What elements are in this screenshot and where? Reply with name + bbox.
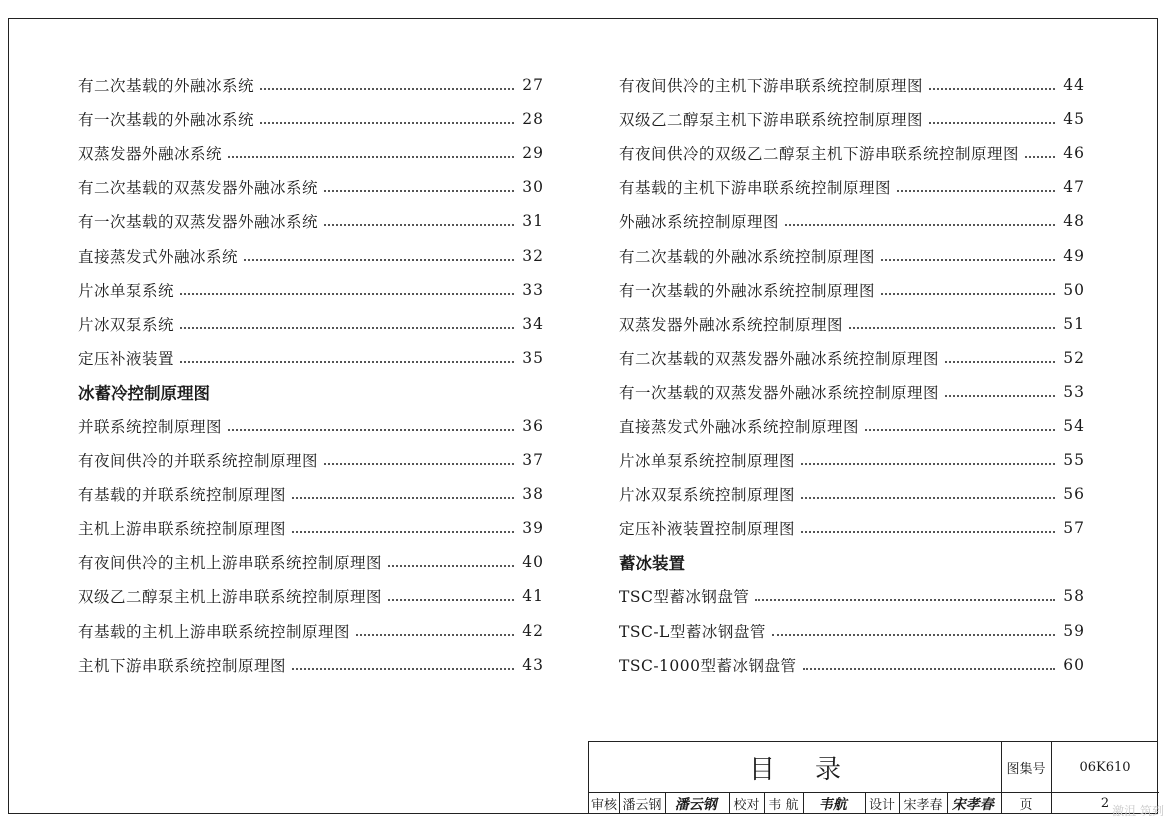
toc-entry-title: 有一次基载的外融冰系统 [78, 111, 255, 130]
toc-entry-page: 46 [1063, 144, 1085, 163]
design-name: 宋孝春 [903, 798, 943, 813]
toc-entry-title: 双级乙二醇泵主机上游串联系统控制原理图 [78, 588, 383, 607]
toc-entry-title: 双蒸发器外融冰系统 [78, 145, 223, 164]
toc-entry-page: 50 [1063, 280, 1085, 299]
toc-entry[interactable] [619, 102, 1085, 136]
toc-entry[interactable] [78, 273, 544, 307]
toc-entry[interactable] [78, 68, 544, 102]
toc-entry[interactable] [619, 579, 1085, 613]
toc-entry-title: 主机上游串联系统控制原理图 [78, 520, 287, 539]
toc-entry[interactable] [619, 68, 1085, 102]
toc-leader-dots [772, 634, 1055, 636]
toc-leader-dots [324, 190, 514, 192]
toc-entry-title: 有夜间供冷的主机下游串联系统控制原理图 [619, 77, 924, 96]
toc-leader-dots [929, 122, 1055, 124]
page-number: 2 [1100, 796, 1110, 811]
toc-entry-title: 有夜间供冷的并联系统控制原理图 [78, 452, 319, 471]
toc-entry-title: TSC-1000型蓄冰钢盘管 [619, 656, 797, 675]
toc-leader-dots [292, 668, 514, 670]
toc-entry-page: 47 [1063, 178, 1085, 197]
toc-entry[interactable] [619, 443, 1085, 477]
review-name: 潘云钢 [622, 798, 662, 813]
toc-leader-dots [324, 224, 514, 226]
check-name: 韦 航 [768, 798, 799, 813]
toc-entry[interactable] [619, 477, 1085, 511]
toc-leader-dots [260, 122, 514, 124]
toc-entry[interactable] [78, 409, 544, 443]
toc-entry[interactable] [78, 136, 544, 170]
toc-entry-title: 直接蒸发式外融冰系统控制原理图 [619, 417, 860, 436]
toc-entry[interactable] [619, 136, 1085, 170]
check-label: 校对 [733, 798, 760, 813]
toc-entry-title: 有二次基载的外融冰系统控制原理图 [619, 247, 876, 266]
toc-entry-title: 外融冰系统控制原理图 [619, 213, 780, 232]
toc-entry-page: 57 [1063, 519, 1085, 538]
toc-entry-title: 片冰双泵系统 [78, 315, 175, 334]
toc-leader-dots [785, 224, 1055, 226]
toc-leader-dots [1025, 156, 1055, 158]
toc-leader-dots [388, 599, 514, 601]
toc-entry-page: 35 [522, 348, 544, 367]
toc-entry[interactable] [78, 170, 544, 204]
toc-leader-dots [755, 599, 1055, 601]
toc-entry-page: 34 [522, 314, 544, 333]
toc-entry-title: 并联系统控制原理图 [78, 417, 223, 436]
toc-leader-dots [801, 463, 1055, 465]
toc-entry-title: 有二次基载的外融冰系统 [78, 77, 255, 96]
toc-entry-page: 30 [522, 178, 544, 197]
toc-leader-dots [929, 88, 1055, 90]
toc-entry[interactable] [619, 170, 1085, 204]
title-block [588, 741, 1158, 814]
toc-entry-page: 44 [1063, 76, 1085, 95]
toc-entry-title: 有一次基载的外融冰系统控制原理图 [619, 281, 876, 300]
toc-entry-title: TSC-L型蓄冰钢盘管 [619, 622, 766, 641]
toc-entry-title: 定压补液装置控制原理图 [619, 520, 796, 539]
toc-entry-title: 有夜间供冷的双级乙二醇泵主机下游串联系统控制原理图 [619, 145, 1020, 164]
toc-entry[interactable] [619, 341, 1085, 375]
toc-leader-dots [260, 88, 514, 90]
toc-entry-page: 54 [1063, 416, 1085, 435]
design-signature: 宋孝春 [951, 796, 997, 813]
toc-entry-page: 41 [522, 587, 544, 606]
toc-leader-dots [180, 293, 514, 295]
toc-entry-page: 56 [1063, 485, 1085, 504]
toc-entry-title: 双级乙二醇泵主机下游串联系统控制原理图 [619, 111, 924, 130]
toc-entry[interactable] [619, 273, 1085, 307]
toc-leader-dots [945, 395, 1055, 397]
atlas-number: 06K610 [1079, 759, 1131, 775]
toc-entry[interactable] [619, 204, 1085, 238]
toc-entry[interactable] [78, 648, 544, 682]
toc-entry-page: 45 [1063, 110, 1085, 129]
toc-leader-dots [180, 327, 514, 329]
toc-entry[interactable] [78, 579, 544, 613]
toc-leader-dots [881, 293, 1055, 295]
toc-leader-dots [849, 327, 1055, 329]
toc-entry[interactable] [78, 204, 544, 238]
toc-entry-page: 55 [1063, 451, 1085, 470]
toc-entry-title: TSC型蓄冰钢盘管 [619, 588, 750, 607]
toc-entry-page: 53 [1063, 382, 1085, 401]
toc-leader-dots [228, 156, 514, 158]
toc-entry-title: 双蒸发器外融冰系统控制原理图 [619, 315, 844, 334]
toc-leader-dots [865, 429, 1055, 431]
atlas-number-label: 图集号 [1006, 761, 1046, 777]
toc-entry-page: 58 [1063, 587, 1085, 606]
toc-entry[interactable] [619, 307, 1085, 341]
toc-entry-page: 42 [522, 621, 544, 640]
toc-leader-dots [244, 259, 514, 261]
toc-entry-title: 定压补液装置 [78, 349, 175, 368]
design-label: 设计 [868, 798, 895, 813]
toc-leader-dots [803, 668, 1056, 670]
section-heading: 冰蓄冷控制原理图 [78, 383, 210, 403]
toc-entry-title: 有一次基载的双蒸发器外融冰系统控制原理图 [619, 383, 940, 402]
toc-entry-title: 有基载的主机上游串联系统控制原理图 [78, 622, 351, 641]
toc-entry-title: 有一次基载的双蒸发器外融冰系统 [78, 213, 319, 232]
toc-leader-dots [801, 497, 1055, 499]
toc-entry[interactable] [78, 477, 544, 511]
toc-entry[interactable] [619, 511, 1085, 545]
toc-entry[interactable] [78, 102, 544, 136]
toc-entry-title: 片冰双泵系统控制原理图 [619, 486, 796, 505]
toc-leader-dots [356, 634, 514, 636]
toc-leader-dots [801, 531, 1055, 533]
toc-left-column [78, 68, 544, 682]
review-signature: 潘云钢 [674, 796, 720, 813]
toc-entry[interactable] [78, 511, 544, 545]
toc-leader-dots [292, 531, 514, 533]
toc-entry-page: 59 [1063, 621, 1085, 640]
toc-leader-dots [881, 259, 1055, 261]
toc-entry-page: 29 [522, 144, 544, 163]
toc-leader-dots [388, 565, 514, 567]
toc-entry-title: 片冰单泵系统 [78, 281, 175, 300]
toc-entry[interactable] [619, 238, 1085, 272]
toc-leader-dots [945, 361, 1055, 363]
toc-leader-dots [180, 361, 514, 363]
toc-entry-title: 有基载的并联系统控制原理图 [78, 486, 287, 505]
toc-entry-title: 主机下游串联系统控制原理图 [78, 656, 287, 675]
toc-entry-page: 28 [522, 110, 544, 129]
toc-entry[interactable] [78, 443, 544, 477]
toc-entry[interactable] [78, 545, 544, 579]
review-label: 审核 [590, 798, 617, 813]
toc-entry[interactable] [619, 375, 1085, 409]
toc-leader-dots [324, 463, 514, 465]
toc-entry-title: 直接蒸发式外融冰系统 [78, 247, 239, 266]
toc-entry[interactable] [619, 614, 1085, 648]
toc-entry-page: 43 [522, 655, 544, 674]
toc-entry-page: 48 [1063, 212, 1085, 231]
toc-leader-dots [292, 497, 514, 499]
toc-entry-page: 60 [1063, 655, 1085, 674]
toc-right-column [619, 68, 1085, 682]
toc-entry-title: 有二次基载的双蒸发器外融冰系统 [78, 179, 319, 198]
toc-entry-page: 39 [522, 519, 544, 538]
toc-entry-page: 38 [522, 485, 544, 504]
toc-entry-page: 40 [522, 553, 544, 572]
toc-entry[interactable] [619, 648, 1085, 682]
toc-entry-page: 49 [1063, 246, 1085, 265]
toc-entry[interactable] [78, 341, 544, 375]
check-signature: 韦航 [818, 796, 850, 813]
title-block-title: 目录 [748, 754, 881, 785]
watermark: 激沮 筑到 [1112, 804, 1164, 818]
toc-entry-page: 52 [1063, 348, 1085, 367]
toc-leader-dots [897, 190, 1055, 192]
toc-entry-page: 36 [522, 416, 544, 435]
toc-entry[interactable] [78, 307, 544, 341]
toc-entry-title: 有基载的主机下游串联系统控制原理图 [619, 179, 892, 198]
toc-entry[interactable] [78, 238, 544, 272]
toc-entry-title: 有夜间供冷的主机上游串联系统控制原理图 [78, 554, 383, 573]
toc-entry-page: 32 [522, 246, 544, 265]
toc-entry-page: 51 [1063, 314, 1085, 333]
toc-entry-title: 片冰单泵系统控制原理图 [619, 452, 796, 471]
toc-entry-page: 33 [522, 280, 544, 299]
toc-entry[interactable] [619, 409, 1085, 443]
toc-entry-page: 37 [522, 451, 544, 470]
toc-entry-page: 31 [522, 212, 544, 231]
toc-entry-page: 27 [522, 76, 544, 95]
section-heading: 蓄冰装置 [619, 554, 685, 574]
toc-entry-title: 有二次基载的双蒸发器外融冰系统控制原理图 [619, 349, 940, 368]
toc-entry[interactable] [78, 614, 544, 648]
page-label: 页 [1019, 798, 1033, 813]
toc-leader-dots [228, 429, 514, 431]
